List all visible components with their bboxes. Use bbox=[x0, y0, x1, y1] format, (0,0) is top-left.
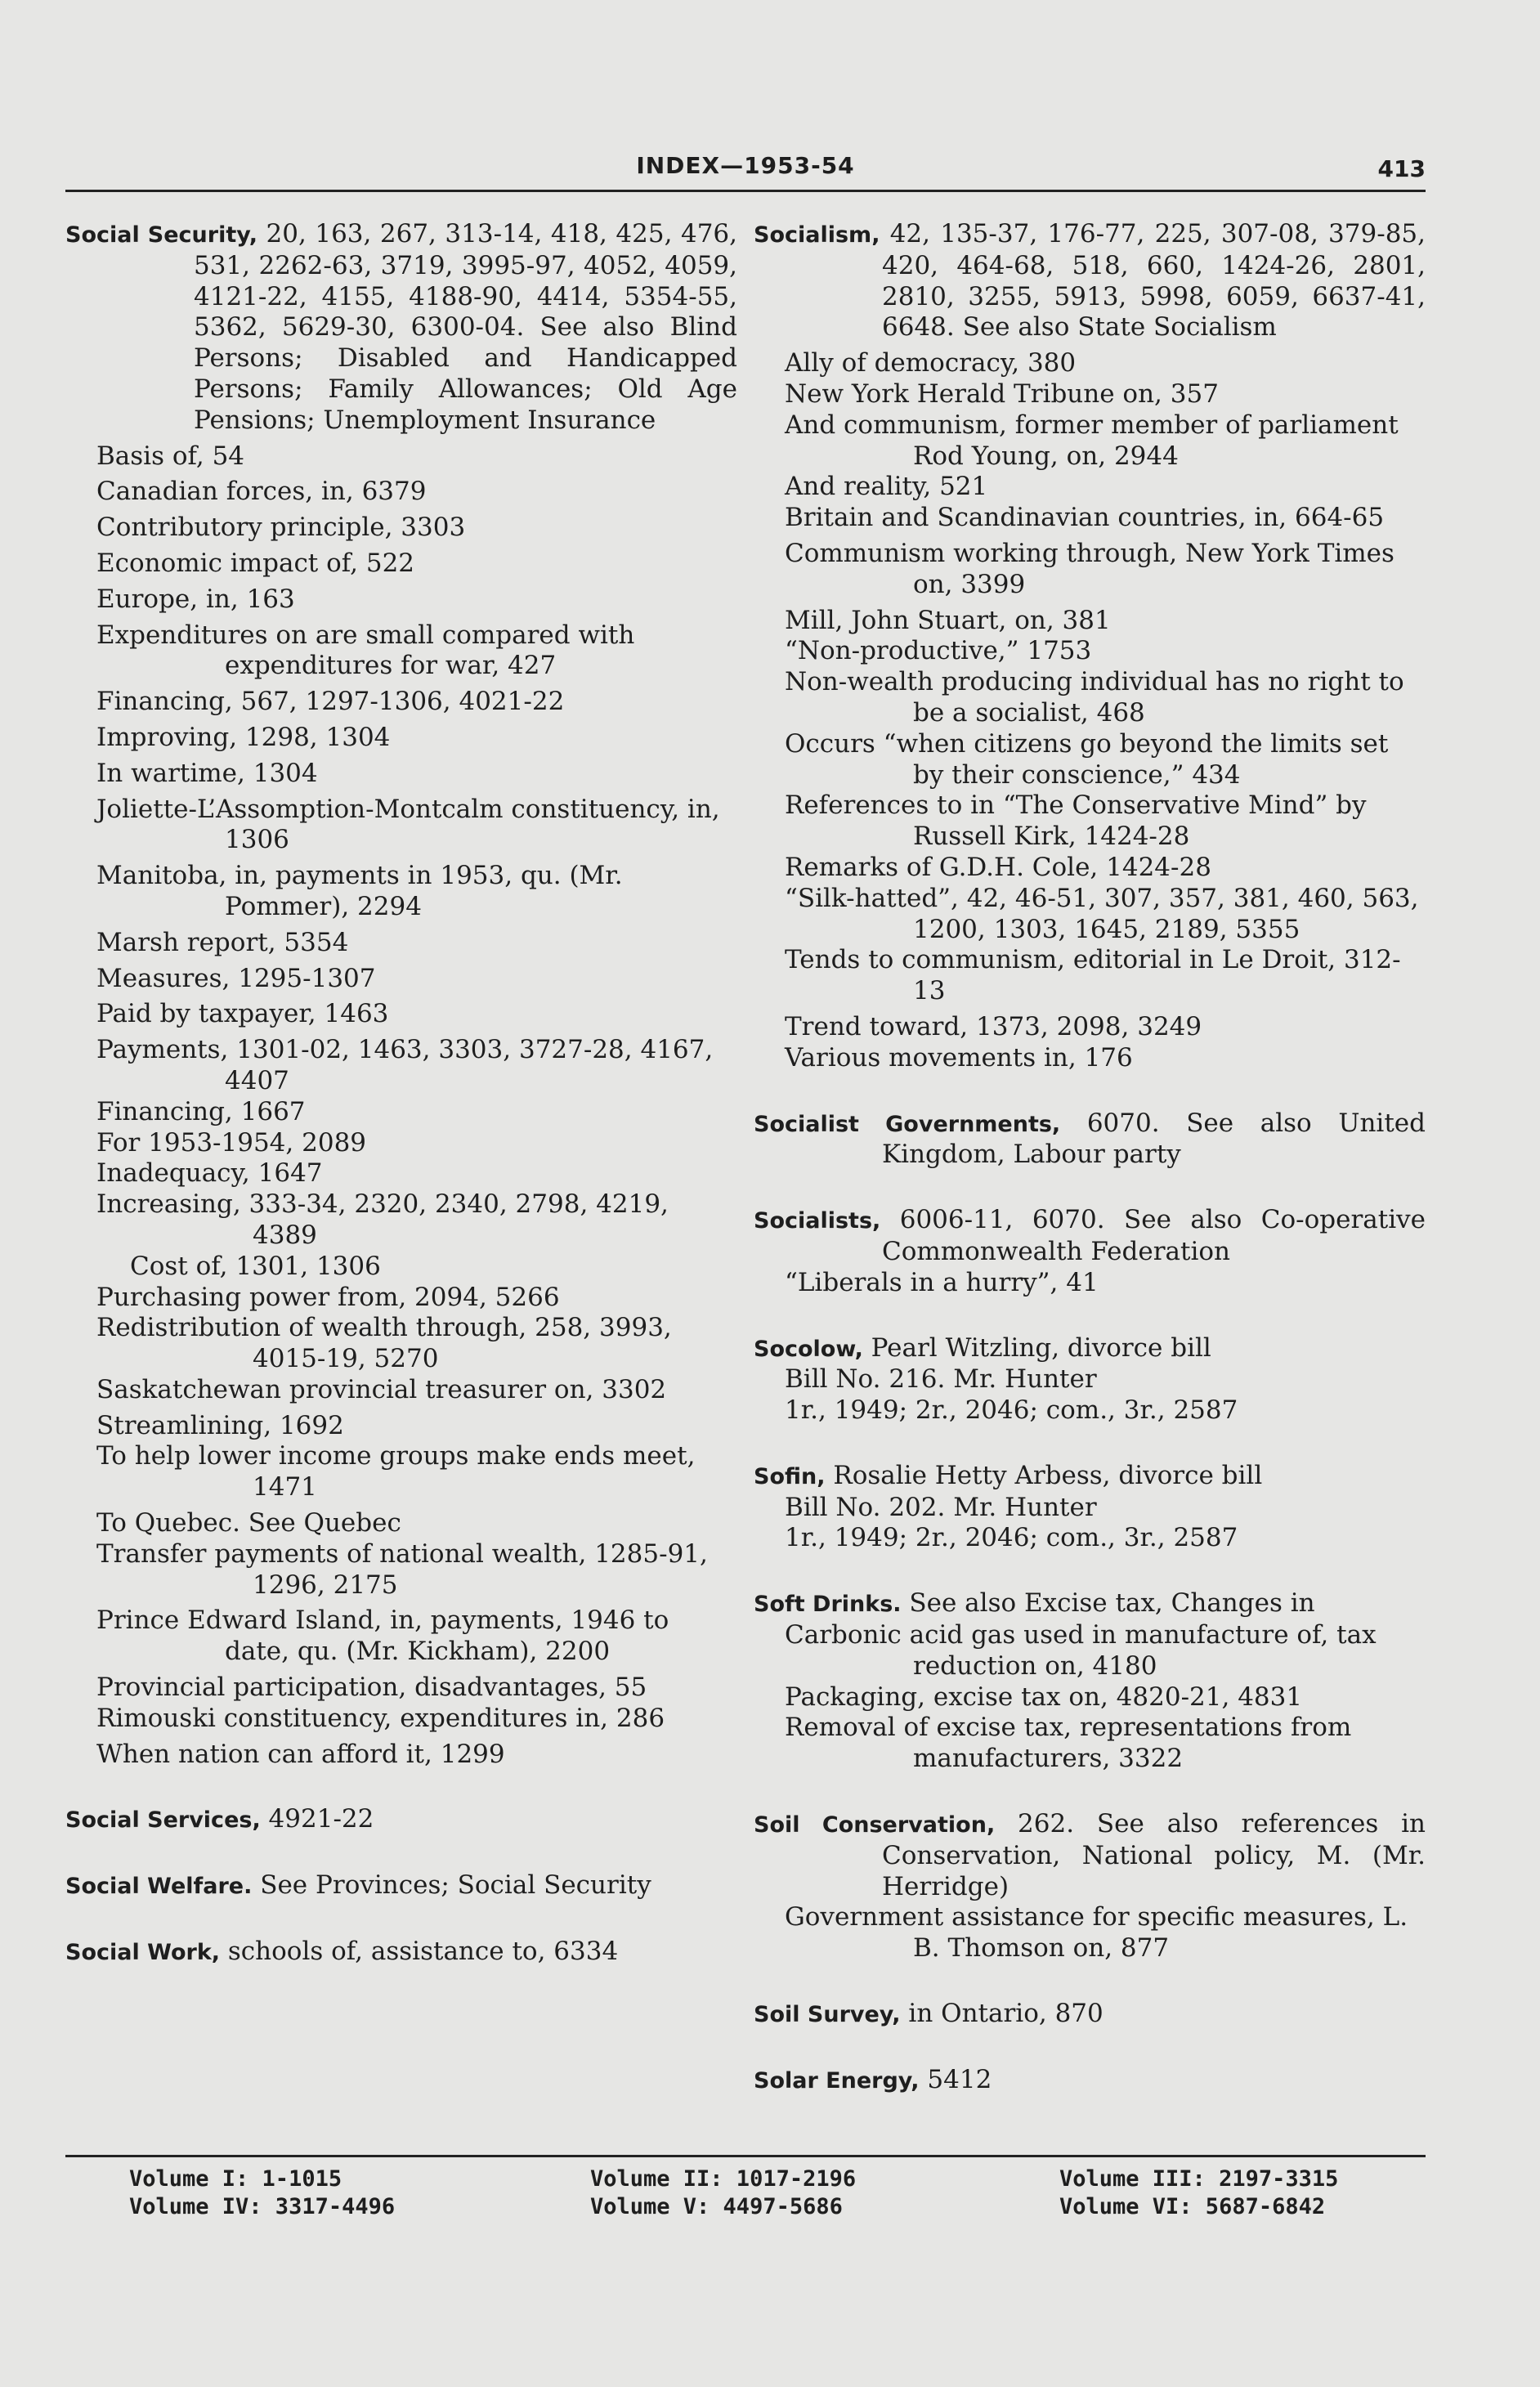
index-subentry: Tends to communism, editorial in Le Droit, 312-13 bbox=[785, 945, 1401, 1006]
footer-column-3 bbox=[1059, 2165, 1338, 2221]
index-subentry: Payments, 1301-02, 1463, 3303, 3727-28, 4167, 4407 bbox=[96, 1035, 714, 1095]
right-column bbox=[754, 219, 1426, 2097]
entry-heading: Social Security, bbox=[65, 222, 258, 248]
entry-references: 4921-22 bbox=[260, 1804, 374, 1834]
index-subentry: Packaging, excise tax on, 4820-21, 4831 bbox=[785, 1682, 1303, 1712]
volume-range: Volume V: 4497-5686 bbox=[590, 2194, 843, 2219]
entry-heading: Soft Drinks. bbox=[754, 1592, 902, 1618]
index-entry bbox=[65, 1870, 737, 1902]
index-subentry: Bill No. 202. Mr. Hunter bbox=[785, 1492, 1097, 1522]
index-subentry: Rimouski constituency, expenditures in, 286 bbox=[96, 1703, 665, 1733]
index-subentry: Increasing, 333-34, 2320, 2340, 2798, 4219, 4389 bbox=[96, 1189, 669, 1250]
index-subentry: Various movements in, 176 bbox=[785, 1042, 1133, 1073]
index-subentry: Joliette-L’Assomption-Montcalm constituency, in, 1306 bbox=[96, 794, 720, 855]
index-subentry: Marsh report, 5354 bbox=[96, 927, 349, 957]
volume-range: Volume II: 1017-2196 bbox=[590, 2166, 857, 2192]
index-subentry: Provincial participation, disadvantages, 55 bbox=[96, 1673, 647, 1703]
index-subentry: Europe, in, 163 bbox=[96, 584, 295, 614]
entry-references: schools of, assistance to, 6334 bbox=[220, 1937, 619, 1967]
entry-heading: Socialists, bbox=[754, 1208, 881, 1234]
index-subentry: “Non-productive,” 1753 bbox=[785, 636, 1092, 666]
volume-range: Volume IV: 3317-4496 bbox=[129, 2194, 396, 2219]
index-subentry: When nation can afford it, 1299 bbox=[96, 1739, 505, 1769]
index-subentry: Paid by taxpayer, 1463 bbox=[96, 999, 389, 1029]
index-entry bbox=[754, 1588, 1426, 1620]
entry-references: 20, 163, 267, 313-14, 418, 425, 476, 531, 2262-63, 3719, 3995-97, 4052, 4059, 4121-22, 4155, 4188-90, 4414, 5354-55, 5362, 5629-30, 6300-04. See also Blind Persons; Disabled and Handicapped Persons; Family Allowances; Old Age Pensions; Unemployment Insurance bbox=[194, 219, 737, 435]
index-subentry: Expenditures on are small compared with expenditures for war, 427 bbox=[96, 620, 635, 681]
entry-references: Rosalie Hetty Arbess, divorce bill bbox=[825, 1460, 1263, 1490]
entry-references: 6070. See also United Kingdom, Labour party bbox=[882, 1108, 1426, 1170]
index-subentry: Financing, 1667 bbox=[96, 1096, 306, 1126]
index-subentry: Non-wealth producing individual has no right to be a socialist, 468 bbox=[785, 667, 1404, 728]
entry-references: 6006-11, 6070. See also Co-operative Commonwealth Federation bbox=[880, 1205, 1426, 1266]
index-subentry: Basis of, 54 bbox=[96, 441, 245, 471]
entry-references: in Ontario, 870 bbox=[900, 1999, 1104, 2029]
entry-heading: Social Work, bbox=[65, 1940, 221, 1966]
index-subentry: For 1953-1954, 2089 bbox=[96, 1127, 367, 1158]
page-title: INDEX—1953-54 bbox=[636, 152, 855, 179]
entry-heading: Soil Conservation, bbox=[754, 1812, 996, 1838]
volume-range: Volume I: 1-1015 bbox=[129, 2166, 342, 2192]
index-subentry: Streamlining, 1692 bbox=[96, 1410, 344, 1440]
footer-column-1 bbox=[129, 2165, 395, 2221]
entry-heading: Socialist Governments, bbox=[754, 1111, 1061, 1137]
index-subentry: Financing, 567, 1297-1306, 4021-22 bbox=[96, 687, 565, 717]
index-subentry: Mill, John Stuart, on, 381 bbox=[785, 605, 1111, 635]
index-subentry: Contributory principle, 3303 bbox=[96, 513, 466, 543]
entry-references: Pearl Witzling, divorce bill bbox=[862, 1332, 1211, 1363]
index-subentry: To Quebec. See Quebec bbox=[96, 1508, 401, 1538]
index-subentry: And communism, former member of parliament Rod Young, on, 2944 bbox=[785, 410, 1399, 471]
index-subentry: Government assistance for specific measures, L. B. Thomson on, 877 bbox=[785, 1902, 1408, 1964]
index-subentry: Canadian forces, in, 6379 bbox=[96, 477, 427, 507]
index-subentry: Occurs “when citizens go beyond the limits set by their conscience,” 434 bbox=[785, 728, 1389, 790]
index-entry bbox=[65, 219, 737, 437]
index-subentry: And reality, 521 bbox=[785, 472, 988, 502]
index-subentry: Improving, 1298, 1304 bbox=[96, 722, 391, 752]
index-subentry: References to in “The Conservative Mind” by Russell Kirk, 1424-28 bbox=[785, 790, 1367, 852]
index-subentry: Measures, 1295-1307 bbox=[96, 963, 376, 993]
index-subentry: Ally of democracy, 380 bbox=[785, 348, 1077, 378]
entry-heading: Social Services, bbox=[65, 1807, 261, 1834]
left-column bbox=[65, 219, 737, 1968]
entry-references: 5412 bbox=[919, 2064, 992, 2094]
index-entry bbox=[65, 1804, 737, 1836]
index-entry bbox=[754, 1999, 1426, 2031]
index-subentry: Carbonic acid gas used in manufacture of, tax reduction on, 4180 bbox=[785, 1620, 1377, 1681]
index-subentry: Removal of excise tax, representations from manufacturers, 3322 bbox=[785, 1713, 1352, 1774]
index-subentry: In wartime, 1304 bbox=[96, 758, 318, 788]
entry-heading: Socolow, bbox=[754, 1336, 863, 1362]
index-subentry: Transfer payments of national wealth, 1285-91, 1296, 2175 bbox=[96, 1538, 708, 1600]
index-entry bbox=[754, 1205, 1426, 1268]
entry-heading: Soil Survey, bbox=[754, 2002, 901, 2028]
index-subentry: New York Herald Tribune on, 357 bbox=[785, 378, 1219, 409]
index-entry bbox=[754, 219, 1426, 343]
entry-heading: Sofin, bbox=[754, 1463, 826, 1489]
index-entry bbox=[754, 1333, 1426, 1365]
index-subentry: 1r., 1949; 2r., 2046; com., 3r., 2587 bbox=[785, 1395, 1238, 1426]
index-subentry: 1r., 1949; 2r., 2046; com., 3r., 2587 bbox=[785, 1523, 1238, 1553]
volume-range: Volume III: 2197-3315 bbox=[1059, 2166, 1339, 2192]
index-subentry: “Silk-hatted”, 42, 46-51, 307, 357, 381, 460, 563, 1200, 1303, 1645, 2189, 5355 bbox=[785, 883, 1419, 944]
entry-heading: Socialism, bbox=[754, 222, 880, 248]
index-subentry: Prince Edward Island, in, payments, 1946 to date, qu. (Mr. Kickham), 2200 bbox=[96, 1606, 669, 1667]
index-entry bbox=[65, 1937, 737, 1968]
index-entry bbox=[754, 1108, 1426, 1171]
entry-references: See Provinces; Social Security bbox=[252, 1870, 651, 1901]
page-header bbox=[65, 152, 1426, 192]
index-subentry: Inadequacy, 1647 bbox=[96, 1158, 323, 1189]
index-subentry: Trend toward, 1373, 2098, 3249 bbox=[785, 1011, 1202, 1041]
entry-references: 42, 135-37, 176-77, 225, 307-08, 379-85, 420, 464-68, 518, 660, 1424-26, 2801, 2810, 3255, 5913, 5998, 6059, 6637-41, 6648. See also State Socialism bbox=[880, 219, 1426, 343]
volume-footer bbox=[65, 2155, 1426, 2219]
index-subentry: Bill No. 216. Mr. Hunter bbox=[785, 1364, 1097, 1395]
entry-references: 262. See also references in Conservation, National policy, M. (Mr. Herridge) bbox=[882, 1809, 1426, 1901]
footer-column-2 bbox=[590, 2165, 856, 2221]
index-subentry: Redistribution of wealth through, 258, 3993, 4015-19, 5270 bbox=[96, 1313, 672, 1374]
volume-range: Volume VI: 5687-6842 bbox=[1059, 2194, 1326, 2219]
entry-heading: Social Welfare. bbox=[65, 1874, 253, 1900]
index-subentry: Remarks of G.D.H. Cole, 1424-28 bbox=[785, 852, 1211, 882]
index-entry bbox=[754, 1809, 1426, 1902]
entry-heading: Solar Energy, bbox=[754, 2067, 920, 2094]
index-subentry: Saskatchewan provincial treasurer on, 3302 bbox=[96, 1374, 667, 1404]
index-entry bbox=[754, 2065, 1426, 2097]
index-subentry: Purchasing power from, 2094, 5266 bbox=[96, 1282, 560, 1312]
index-subentry: Britain and Scandinavian countries, in, 664-65 bbox=[785, 503, 1385, 533]
index-subentry: Economic impact of, 522 bbox=[96, 548, 415, 578]
index-subentry: Cost of, 1301, 1306 bbox=[130, 1251, 381, 1281]
entry-references: See also Excise tax, Changes in bbox=[901, 1588, 1315, 1619]
index-subentry: To help lower income groups make ends meet, 1471 bbox=[96, 1441, 696, 1503]
index-subentry: Manitoba, in, payments in 1953, qu. (Mr. Pommer), 2294 bbox=[96, 861, 623, 921]
index-subentry: Communism working through, New York Times on, 3399 bbox=[785, 538, 1395, 599]
index-subentry: “Liberals in a hurry”, 41 bbox=[785, 1267, 1099, 1297]
page-number: 413 bbox=[1377, 155, 1426, 182]
index-entry bbox=[754, 1461, 1426, 1493]
